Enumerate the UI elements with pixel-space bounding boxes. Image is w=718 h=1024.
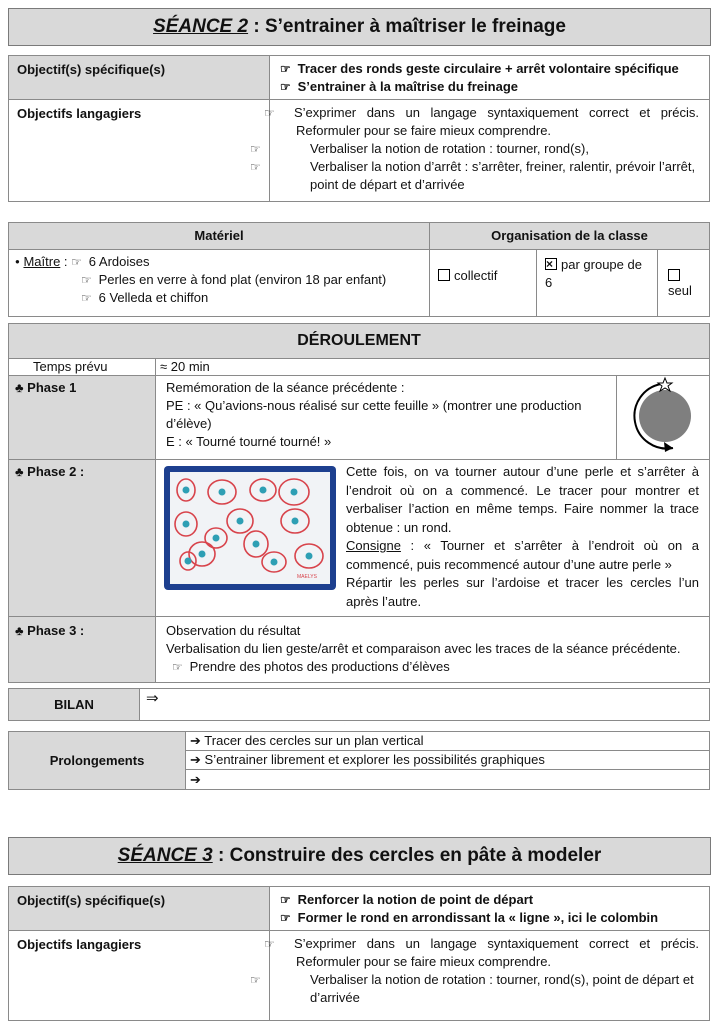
- phase3-content: [156, 617, 710, 683]
- org-groupe-label: par groupe de 6: [545, 257, 642, 290]
- prolongements-label: Prolongements: [49, 753, 145, 768]
- langagiers-label: [9, 100, 270, 202]
- temps-label-cell: [9, 359, 156, 376]
- s3-langagiers-cell: [250, 931, 710, 1021]
- langagiers-cell: [250, 100, 710, 202]
- prolongements-label-cell: [9, 732, 186, 790]
- bilan-label-cell: [9, 689, 140, 721]
- consigne-text: : « Tourner et s’arrêter à l’endroit où on a commencé, puis recommencé autour d’une autre perle »: [346, 538, 699, 572]
- prolongements-table: [8, 731, 710, 790]
- phase1-content: [156, 376, 617, 460]
- ardoise-name: MAELYS: [297, 574, 317, 580]
- ardoise-photo: [164, 466, 336, 594]
- s3-langagiers-label: [9, 931, 270, 1021]
- seance3-objectifs-table: [8, 886, 710, 1021]
- objectif-item: S’entrainer à la maîtrise du freinage: [297, 79, 518, 94]
- arrow-icon: ➔: [190, 733, 201, 748]
- checkbox-empty-icon[interactable]: [668, 269, 680, 281]
- ardoise-illustration: [164, 466, 336, 590]
- seance2-title-sep: :: [248, 16, 265, 37]
- objectif-label-text: Objectif(s) spécifique(s): [17, 62, 166, 77]
- maitre-label: Maître: [23, 254, 61, 269]
- double-arrow-icon: ⇒: [146, 690, 159, 707]
- s3-objectif-item: Former le rond en arrondissant la « ligne », ici le colombin: [297, 910, 659, 925]
- phase2-label-cell: [9, 460, 156, 617]
- seance3-title-sep: :: [212, 845, 230, 866]
- arrow-icon: ➔: [190, 772, 201, 787]
- phase2-label: Phase 2 :: [27, 464, 85, 479]
- bilan-label: BILAN: [54, 697, 94, 712]
- hand-pointer-icon: ☞: [81, 273, 92, 287]
- materiel-header: [9, 223, 430, 250]
- phase3-label-cell: [9, 617, 156, 683]
- org-collectif-label: collectif: [454, 268, 498, 283]
- phase2-repartir: Répartir les perles sur l’ardoise et tracer les cercles l’un après l’autre.: [346, 575, 699, 609]
- bilan-content: [140, 689, 710, 721]
- langagiers-label-text: Objectifs langagiers: [17, 106, 142, 121]
- phase2-text: Cette fois, on va tourner autour d’une perle et s’arrêter à l’endroit où on a commencé. Le tracer pour montrer et verbaliser l’action en même temps. Faire nommer la trace obtenue : un rond.: [346, 464, 699, 535]
- phase1-illustration: [617, 376, 710, 460]
- objectif-item: Tracer des ronds geste circulaire + arrêt volontaire spécifique: [297, 61, 679, 76]
- langagier-item: S’exprimer dans un langage syntaxiquement correct et précis. Reformuler pour se faire mieux comprendre.: [294, 105, 699, 138]
- phase2-content: [156, 460, 710, 617]
- s3-langagier-item: S’exprimer dans un langage syntaxiquement correct et précis. Reformuler pour se faire mieux comprendre.: [294, 936, 699, 969]
- bilan-table: [8, 688, 710, 721]
- objectifs-cell: [270, 56, 710, 100]
- org-collectif-cell[interactable]: [430, 250, 537, 317]
- phase1-line: E : « Tourné tourné tourné! »: [166, 434, 332, 449]
- hand-pointer-icon: ☞: [280, 893, 291, 907]
- org-seul-cell[interactable]: [658, 250, 710, 317]
- seance3-title: Construire des cercles en pâte à modeler: [229, 845, 602, 866]
- seance2-objectifs-table: [8, 55, 710, 202]
- hand-pointer-icon: ☞: [250, 973, 261, 987]
- org-seul-label: seul: [668, 283, 692, 298]
- prolongement-item: Tracer des cercles sur un plan vertical: [204, 733, 424, 748]
- phase3-line: Prendre des photos des productions d’élèves: [189, 659, 450, 674]
- checkbox-checked-icon[interactable]: [545, 258, 557, 270]
- maitre-sep: :: [60, 254, 72, 269]
- hand-pointer-icon: ☞: [280, 62, 291, 76]
- rotation-circle-icon: [617, 376, 709, 456]
- phase3-line: Verbalisation du lien geste/arrêt et comparaison avec les traces de la séance précédente.: [166, 641, 681, 656]
- hand-pointer-icon: ☞: [264, 937, 275, 951]
- seance2-title-bar: [8, 8, 711, 46]
- s3-langagiers-label-text: Objectifs langagiers: [17, 937, 142, 952]
- club-icon: ♣: [15, 464, 24, 479]
- hand-pointer-icon: ☞: [172, 660, 183, 674]
- seance2-number: SÉANCE 2: [153, 16, 249, 37]
- org-groupe-cell[interactable]: [537, 250, 658, 317]
- temps-value: ≈ 20 min: [160, 359, 210, 374]
- langagier-item: Verbaliser la notion d’arrêt : s’arrêter, freiner, ralentir, prévoir l’arrêt, point de départ et d’arrivée: [310, 159, 696, 192]
- phase1-line: PE : « Qu’avions-nous réalisé sur cette feuille » (montrer une production d’élève): [166, 398, 582, 431]
- seance3-title-bar: [8, 837, 711, 875]
- s3-objectifs-cell: [270, 887, 710, 931]
- prolongement-item: S’entrainer librement et explorer les possibilités graphiques: [204, 752, 545, 767]
- s3-objectif-label-text: Objectif(s) spécifique(s): [17, 893, 166, 908]
- phase2-text-block: [342, 460, 709, 614]
- hand-pointer-icon: ☞: [71, 255, 82, 269]
- seance3-number: SÉANCE 3: [117, 845, 213, 866]
- arrow-icon: ➔: [190, 752, 201, 767]
- objectif-label: [9, 56, 270, 100]
- hand-pointer-icon: ☞: [250, 142, 261, 156]
- bullet-icon: ●: [15, 257, 20, 266]
- deroulement-title: DÉROULEMENT: [297, 332, 421, 349]
- phase3-line: Observation du résultat: [166, 623, 301, 638]
- deroulement-table: [8, 323, 710, 683]
- langagier-item: Verbaliser la notion de rotation : tourner, rond(s),: [310, 141, 589, 156]
- s3-objectif-item: Renforcer la notion de point de départ: [297, 892, 534, 907]
- organisation-header-text: Organisation de la classe: [491, 228, 648, 243]
- materiel-item: Perles en verre à fond plat (environ 18 par enfant): [98, 272, 387, 287]
- phase1-label-cell: [9, 376, 156, 460]
- prolongements-list: [186, 732, 710, 790]
- hand-pointer-icon: ☞: [264, 106, 275, 120]
- consigne-label: Consigne: [346, 538, 401, 553]
- materiel-item: 6 Velleda et chiffon: [98, 290, 209, 305]
- club-icon: ♣: [15, 623, 24, 638]
- organisation-header: [430, 223, 710, 250]
- checkbox-empty-icon[interactable]: [438, 269, 450, 281]
- phase3-label: Phase 3 :: [27, 623, 85, 638]
- materiel-cell: [9, 250, 430, 317]
- materiel-table: [8, 222, 710, 317]
- phase1-label: Phase 1: [27, 380, 77, 395]
- materiel-header-text: Matériel: [194, 228, 244, 243]
- hand-pointer-icon: ☞: [280, 80, 291, 94]
- temps-value-cell: [156, 359, 710, 376]
- deroulement-header: [9, 324, 710, 359]
- materiel-item: 6 Ardoises: [88, 254, 150, 269]
- s3-langagier-item: Verbaliser la notion de rotation : tourner, rond(s), point de départ et d’arrivée: [310, 972, 694, 1005]
- phase1-line: Remémoration de la séance précédente :: [166, 380, 405, 395]
- club-icon: ♣: [15, 380, 24, 395]
- s3-objectif-label: [9, 887, 270, 931]
- seance2-title: S’entrainer à maîtriser le freinage: [264, 16, 566, 37]
- hand-pointer-icon: ☞: [81, 291, 92, 305]
- hand-pointer-icon: ☞: [250, 160, 261, 174]
- temps-label: Temps prévu: [33, 359, 108, 374]
- hand-pointer-icon: ☞: [280, 911, 291, 925]
